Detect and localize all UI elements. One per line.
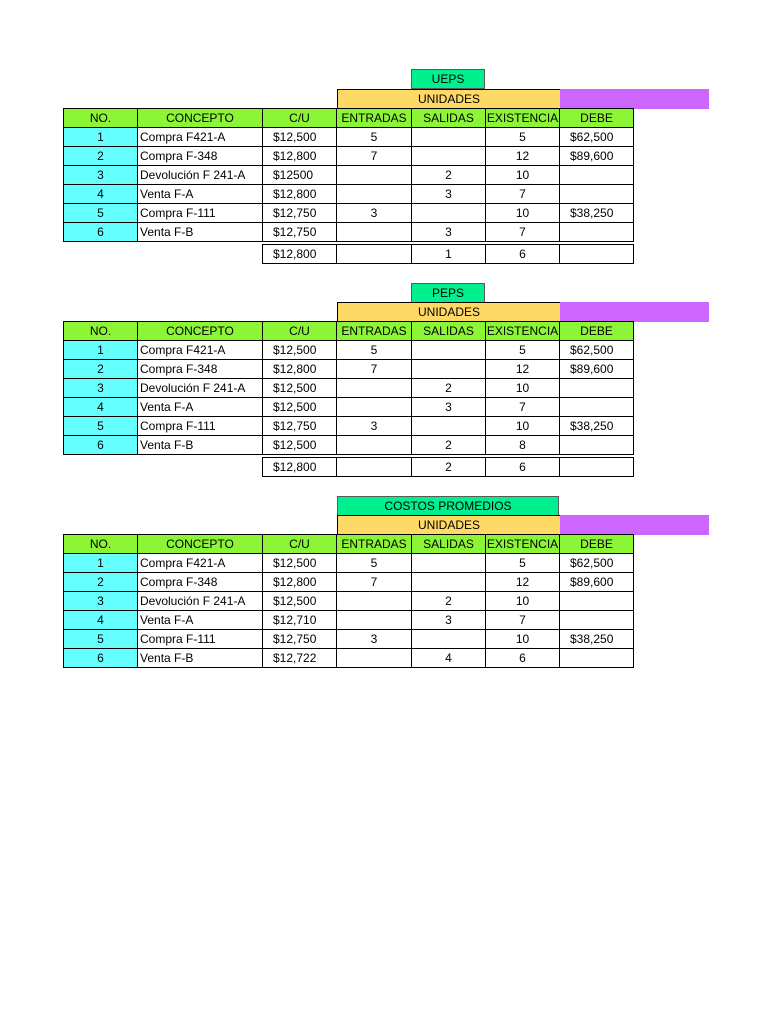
cell-concepto: Devolución F 241-A <box>137 591 263 611</box>
cell-entradas: 7 <box>336 359 412 379</box>
cell-debe <box>559 184 634 204</box>
cell-entradas <box>336 648 412 668</box>
cell-no: 2 <box>63 572 138 592</box>
cell-cu: $12,800 <box>262 572 337 592</box>
cell-concepto: Venta F-B <box>137 222 263 242</box>
cell-salidas: 3 <box>411 397 486 417</box>
table-title: UEPS <box>411 69 485 89</box>
cell-no: 4 <box>63 184 138 204</box>
cell-concepto: Compra F-348 <box>137 146 263 166</box>
cell-cu: $12,750 <box>262 416 337 436</box>
cell-existencia: 6 <box>485 244 560 264</box>
cell-salidas: 1 <box>411 244 486 264</box>
cell-debe <box>559 610 634 630</box>
cell-no: 5 <box>63 629 138 649</box>
cell-debe: $38,250 <box>559 416 634 436</box>
cell-no: 5 <box>63 203 138 223</box>
cell-no: 1 <box>63 553 138 573</box>
cell-cu: $12,800 <box>262 146 337 166</box>
cell-no: 4 <box>63 610 138 630</box>
cell-concepto: Venta F-A <box>137 397 263 417</box>
header-salidas: SALIDAS <box>411 321 486 341</box>
cell-debe <box>559 222 634 242</box>
header-existencia: EXISTENCIA <box>485 534 560 554</box>
cell-existencia: 12 <box>485 146 560 166</box>
header-debe: DEBE <box>559 108 634 128</box>
cell-concepto: Venta F-B <box>137 648 263 668</box>
cell-no: 6 <box>63 648 138 668</box>
header-salidas: SALIDAS <box>411 108 486 128</box>
header-no: NO. <box>63 321 138 341</box>
cell-concepto: Compra F-348 <box>137 572 263 592</box>
header-no: NO. <box>63 534 138 554</box>
cell-salidas <box>411 629 486 649</box>
cell-debe <box>559 457 634 477</box>
cell-cu: $12,800 <box>262 184 337 204</box>
cell-concepto: Compra F-111 <box>137 416 263 436</box>
cell-no: 3 <box>63 591 138 611</box>
cell-salidas <box>411 340 486 360</box>
cell-salidas <box>411 146 486 166</box>
header-entradas: ENTRADAS <box>336 108 412 128</box>
header-cu: C/U <box>262 108 337 128</box>
cell-existencia: 10 <box>485 629 560 649</box>
cell-salidas <box>411 359 486 379</box>
unidades-header: UNIDADES <box>337 515 560 535</box>
cell-cu: $12,500 <box>262 553 337 573</box>
cell-cu: $12,500 <box>262 378 337 398</box>
cell-cu: $12,500 <box>262 127 337 147</box>
cell-entradas: 5 <box>336 553 412 573</box>
cell-entradas: 7 <box>336 572 412 592</box>
cell-salidas <box>411 203 486 223</box>
cell-salidas: 2 <box>411 165 486 185</box>
cell-salidas: 3 <box>411 184 486 204</box>
cell-cu: $12,500 <box>262 435 337 455</box>
cell-no: 1 <box>63 127 138 147</box>
cell-concepto: Compra F-111 <box>137 203 263 223</box>
cell-existencia: 12 <box>485 572 560 592</box>
cell-debe: $89,600 <box>559 146 634 166</box>
header-debe: DEBE <box>559 534 634 554</box>
cell-existencia: 10 <box>485 378 560 398</box>
header-concepto: CONCEPTO <box>137 534 263 554</box>
cell-entradas <box>336 435 412 455</box>
cell-debe: $62,500 <box>559 340 634 360</box>
cell-concepto: Compra F421-A <box>137 340 263 360</box>
cell-concepto: Compra F421-A <box>137 553 263 573</box>
header-no: NO. <box>63 108 138 128</box>
cell-debe: $62,500 <box>559 127 634 147</box>
cell-salidas: 3 <box>411 222 486 242</box>
unidades-header: UNIDADES <box>337 302 560 322</box>
cell-cu: $12,750 <box>262 629 337 649</box>
cell-existencia: 7 <box>485 610 560 630</box>
cell-salidas <box>411 416 486 436</box>
cell-debe: $38,250 <box>559 629 634 649</box>
cell-concepto: Venta F-A <box>137 610 263 630</box>
cell-debe <box>559 378 634 398</box>
purple-header-band <box>560 515 709 535</box>
header-entradas: ENTRADAS <box>336 321 412 341</box>
cell-existencia: 5 <box>485 127 560 147</box>
header-cu: C/U <box>262 321 337 341</box>
cell-debe <box>559 165 634 185</box>
cell-existencia: 10 <box>485 203 560 223</box>
cell-debe <box>559 648 634 668</box>
cell-salidas: 4 <box>411 648 486 668</box>
cell-concepto: Venta F-A <box>137 184 263 204</box>
table-title: COSTOS PROMEDIOS <box>337 496 559 516</box>
cell-no: 6 <box>63 435 138 455</box>
cell-concepto: Devolución F 241-A <box>137 165 263 185</box>
cell-salidas: 2 <box>411 378 486 398</box>
cell-entradas <box>336 610 412 630</box>
header-concepto: CONCEPTO <box>137 321 263 341</box>
header-entradas: ENTRADAS <box>336 534 412 554</box>
cell-salidas: 2 <box>411 457 486 477</box>
cell-cu: $12500 <box>262 165 337 185</box>
cell-entradas: 3 <box>336 629 412 649</box>
cell-entradas <box>336 244 412 264</box>
cell-entradas: 3 <box>336 203 412 223</box>
cell-entradas <box>336 457 412 477</box>
purple-header-band <box>560 89 709 109</box>
cell-entradas <box>336 397 412 417</box>
table-title: PEPS <box>411 283 485 303</box>
cell-cu: $12,800 <box>262 359 337 379</box>
cell-no: 6 <box>63 222 138 242</box>
cell-existencia: 12 <box>485 359 560 379</box>
cell-cu: $12,800 <box>262 244 337 264</box>
cell-existencia: 6 <box>485 648 560 668</box>
cell-cu: $12,800 <box>262 457 337 477</box>
cell-salidas <box>411 127 486 147</box>
cell-no: 5 <box>63 416 138 436</box>
cell-existencia: 8 <box>485 435 560 455</box>
header-concepto: CONCEPTO <box>137 108 263 128</box>
cell-debe <box>559 397 634 417</box>
cell-debe <box>559 591 634 611</box>
cell-existencia: 7 <box>485 222 560 242</box>
cell-entradas <box>336 184 412 204</box>
cell-entradas: 5 <box>336 127 412 147</box>
cell-entradas <box>336 591 412 611</box>
cell-cu: $12,750 <box>262 203 337 223</box>
cell-existencia: 10 <box>485 416 560 436</box>
cell-cu: $12,710 <box>262 610 337 630</box>
cell-no: 3 <box>63 165 138 185</box>
cell-concepto: Compra F-111 <box>137 629 263 649</box>
cell-existencia: 5 <box>485 553 560 573</box>
cell-existencia: 5 <box>485 340 560 360</box>
header-salidas: SALIDAS <box>411 534 486 554</box>
purple-header-band <box>560 302 709 322</box>
cell-existencia: 7 <box>485 397 560 417</box>
cell-concepto: Compra F421-A <box>137 127 263 147</box>
cell-existencia: 7 <box>485 184 560 204</box>
cell-debe: $38,250 <box>559 203 634 223</box>
cell-entradas: 7 <box>336 146 412 166</box>
cell-cu: $12,750 <box>262 222 337 242</box>
cell-debe: $89,600 <box>559 359 634 379</box>
cell-cu: $12,722 <box>262 648 337 668</box>
cell-concepto: Venta F-B <box>137 435 263 455</box>
cell-concepto: Compra F-348 <box>137 359 263 379</box>
cell-entradas: 5 <box>336 340 412 360</box>
cell-debe: $62,500 <box>559 553 634 573</box>
cell-existencia: 10 <box>485 591 560 611</box>
cell-debe <box>559 244 634 264</box>
cell-existencia: 10 <box>485 165 560 185</box>
cell-debe: $89,600 <box>559 572 634 592</box>
cell-salidas: 2 <box>411 591 486 611</box>
cell-no: 3 <box>63 378 138 398</box>
cell-cu: $12,500 <box>262 397 337 417</box>
cell-salidas <box>411 572 486 592</box>
cell-no: 2 <box>63 146 138 166</box>
cell-salidas <box>411 553 486 573</box>
header-cu: C/U <box>262 534 337 554</box>
cell-no: 4 <box>63 397 138 417</box>
unidades-header: UNIDADES <box>337 89 560 109</box>
cell-entradas <box>336 165 412 185</box>
cell-entradas <box>336 222 412 242</box>
cell-entradas: 3 <box>336 416 412 436</box>
cell-debe <box>559 435 634 455</box>
cell-existencia: 6 <box>485 457 560 477</box>
header-existencia: EXISTENCIA <box>485 321 560 341</box>
cell-concepto: Devolución F 241-A <box>137 378 263 398</box>
header-existencia: EXISTENCIA <box>485 108 560 128</box>
cell-entradas <box>336 378 412 398</box>
cell-no: 1 <box>63 340 138 360</box>
header-debe: DEBE <box>559 321 634 341</box>
cell-cu: $12,500 <box>262 591 337 611</box>
cell-no: 2 <box>63 359 138 379</box>
cell-salidas: 3 <box>411 610 486 630</box>
cell-salidas: 2 <box>411 435 486 455</box>
cell-cu: $12,500 <box>262 340 337 360</box>
